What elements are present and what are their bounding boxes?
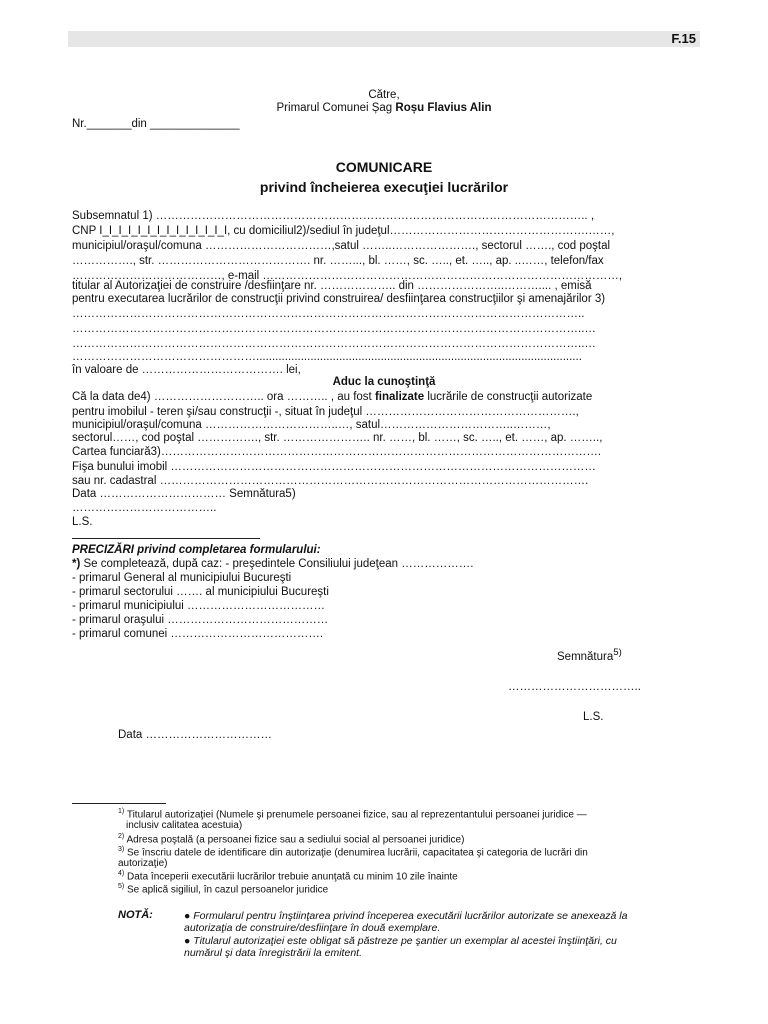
inform-heading: Aduc la cunoştinţă <box>332 376 436 388</box>
body-line: municipiul/oraşul/comuna ……………………………..…, satul……………………………..………, <box>72 419 551 431</box>
header-bar <box>68 31 700 47</box>
footnote-number: 5) <box>118 883 125 890</box>
body-line: în valoare de ………………………………. lei, <box>72 364 301 376</box>
body-line: …………………………………………………………………………………………………………………….. <box>72 308 585 320</box>
mayor-name: Roșu Flavius Alin <box>395 102 492 114</box>
body-line: Subsemnatul 1) ………………………………………………………………………………………………….. , <box>72 210 595 222</box>
footnote-5 <box>118 883 328 895</box>
footnote-number: 4) <box>118 870 125 877</box>
footnote-text: Se înscriu datele de identificare din autorizaţie (denumirea lucrării, capacitatea şi categoria de lucrări din <box>124 847 588 859</box>
body-line: Data …………………………… Semnătura5) <box>72 488 296 500</box>
clarifications-intro-text: Se completează, după caz: - preşedintele Consiliului judeţean ………………. <box>80 558 474 570</box>
list-item: - primarul comunei …………………………………. <box>72 628 324 640</box>
asterisk-mark: *) <box>72 558 81 570</box>
note-line: ● Titularul autorizaţiei este obligat să păstreze pe şantier un exemplar al acestei înştiinţări, cu <box>184 935 617 947</box>
clarifications-heading: PRECIZĂRI privind completarea formularului: <box>72 544 321 556</box>
footnote-text: autorizaţie) <box>118 858 168 870</box>
list-item: - primarul oraşului …………………………………… <box>72 614 329 626</box>
body-line: Cartea funciară3)……………………………………………………………………………………………………. <box>72 446 602 458</box>
footnote-text: Titularul autorizaţiei (Numele şi prenumele persoanei fizice, sau al reprezentantului persoanei juridice — <box>124 809 587 821</box>
signature-line: …………………………….. <box>508 681 641 693</box>
body-line: ……………………………….. <box>72 502 217 514</box>
number-line: Nr._______din ______________ <box>72 118 240 130</box>
footnote-1 <box>118 808 696 831</box>
footnote-2 <box>118 833 464 845</box>
body-line: ……………., str. …………………………………. nr. ……..., bl. ……, sc. ….., et. ….., ap. ..……, telefon/fax <box>72 255 604 267</box>
list-item: - primarul municipiului ……………………………… <box>72 600 326 612</box>
footnote-text: Adresa poştală (a persoanei fizice sau a sediului social al persoanei juridice) <box>124 834 465 846</box>
signature-label <box>557 648 622 663</box>
footnote-text: inclusiv calitatea acestuia) <box>126 820 243 832</box>
body-line: sau nr. cadastral …………………………………………………………………………………………………. <box>72 475 589 487</box>
list-item: - primarul General al municipiului Bucureşti <box>72 572 292 584</box>
footnote-3 <box>118 846 696 869</box>
footnote-number: 1) <box>118 808 125 815</box>
divider <box>72 538 260 539</box>
body-line: CNP I_I_I_I_I_I_I_I_I_I_I_I_I_I, cu domiciliul2)/sediul în judeţul…………………………………………….……, <box>72 225 615 237</box>
form-code: F.15 <box>671 31 696 46</box>
footnote-4 <box>118 870 458 882</box>
mayor-prefix: Primarul Comunei Șag <box>276 102 396 114</box>
finalized-word: finalizate <box>374 391 425 403</box>
seal-label: L.S. <box>583 711 604 723</box>
body-line: pentru imobilul - teren şi/sau construcţii -, situat în judeţul ………………………………………………., <box>72 406 579 418</box>
body-line: municipiul/oraşul/comuna ……………………………,satul ……..…………………., sectorul ……., cod poştal <box>72 240 611 252</box>
list-item: - primarul sectorului ……. al municipiului Bucureşti <box>72 586 329 598</box>
note-label: NOTĂ: <box>118 909 153 921</box>
note-line: numărul şi data înregistrării la emitent. <box>184 947 362 959</box>
footnote-text: Data începerii executării lucrărilor trebuie anunţată cu minim 10 zile înainte <box>124 871 458 883</box>
footnote-text: Se aplică sigiliul, în cazul persoanelor juridice <box>124 884 329 896</box>
body-line: L.S. <box>72 516 93 528</box>
body-line: …………………………………………...................................................................................................... <box>72 351 582 363</box>
body-line: ……………………………………………………………………………………………………………………..… <box>72 338 596 350</box>
footnote-number: 2) <box>118 833 125 840</box>
body-line: …………………………………, e-mail …………………………………………………………………………………, <box>72 270 623 282</box>
body-line: Fişa bunului imobil ………………………………………………………………………………………………… <box>72 461 596 473</box>
mayor-line <box>0 103 768 115</box>
signature-label-text: Semnătura <box>557 650 614 663</box>
clarifications-intro <box>72 559 473 571</box>
note-line: ● Formularul pentru înştiinţarea privind începerea executării lucrărilor autorizate se anexează la <box>184 910 628 922</box>
date-time-text: Că la data de4) ……………………….. ora ……….. , au fost <box>72 391 375 403</box>
finalized-rest: lucrările de construcţii autorizate <box>424 391 593 403</box>
document-subtitle: privind încheierea execuţiei lucrărilor <box>259 179 509 195</box>
body-line: pentru executarea lucrărilor de construcţii privind construirea/ desfiinţarea construcţiilor şi amenajărilor 3) <box>72 293 606 305</box>
footnote-divider <box>72 803 166 804</box>
body-line: sectorul……, cod poştal ……………., str. ………………….. nr. ……, bl. ……, sc. ….., et. ……, ap. …….., <box>72 432 603 444</box>
date-line: Data …………………………… <box>118 729 272 741</box>
body-line: titular al Autorizaţiei de construire /desfiinţare nr. ……………….. din …………………..……….... , emisă <box>72 280 592 292</box>
body-line: ……………………………………………………………………………………………………………………..… <box>72 323 596 335</box>
body-line <box>72 392 592 404</box>
addressee-label: Către, <box>368 89 400 101</box>
signature-label-sup: 5) <box>613 647 622 658</box>
document-title: COMUNICARE <box>335 159 433 175</box>
footnote-number: 3) <box>118 846 125 853</box>
note-line: autorizaţia de construire/desfiinţare în două exemplare. <box>184 922 441 934</box>
